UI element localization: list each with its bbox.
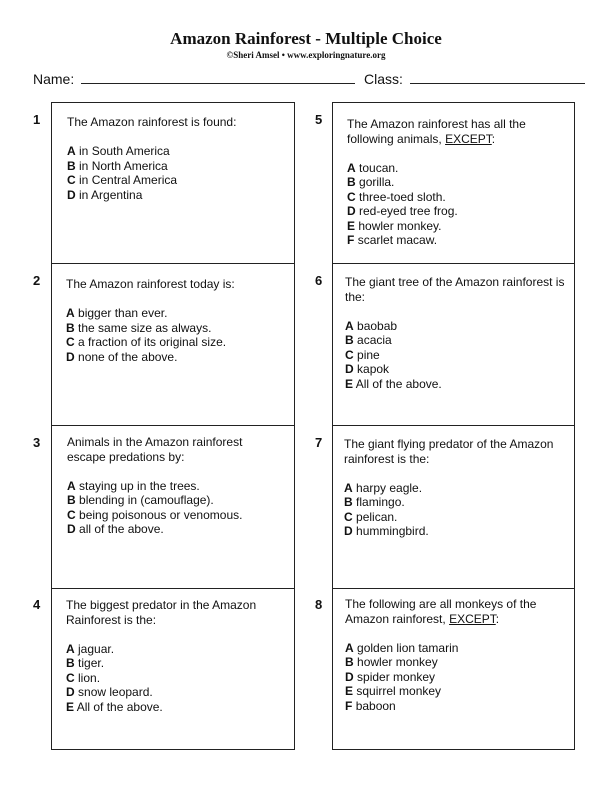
answer-option[interactable]: [345, 377, 567, 392]
answer-option[interactable]: [66, 321, 288, 336]
option-letter: C: [67, 507, 76, 522]
option-letter: D: [66, 349, 75, 364]
question-2: [66, 277, 288, 364]
option-letter: D: [345, 362, 354, 376]
answer-option[interactable]: [345, 655, 569, 670]
answer-option[interactable]: [345, 362, 567, 377]
option-letter: A: [66, 641, 75, 656]
question-stem: The biggest predator in the Amazon Rainforest is the:: [66, 598, 257, 627]
answer-option[interactable]: [345, 670, 569, 685]
question-stem: Animals in the Amazon rainforest escape predations by:: [67, 435, 243, 464]
question-stem: The giant tree of the Amazon rainforest is the:: [345, 275, 565, 304]
option-text: a fraction of its original size.: [78, 335, 227, 349]
answer-option[interactable]: [66, 685, 278, 700]
option-text: pelican.: [356, 509, 398, 524]
class-label: Class:: [364, 71, 403, 87]
option-text: baboon: [355, 698, 396, 713]
option-letter: F: [345, 698, 353, 713]
answer-option[interactable]: [347, 175, 547, 190]
option-text: howler monkey.: [358, 218, 442, 233]
option-text: bigger than ever.: [78, 306, 168, 320]
option-letter: A: [345, 318, 354, 333]
question-3: [67, 435, 267, 537]
option-letter: A: [347, 160, 356, 175]
answer-option[interactable]: [347, 204, 547, 219]
question-5: [347, 117, 547, 248]
option-text: lion.: [78, 670, 101, 685]
except-word: EXCEPT: [445, 131, 492, 146]
option-letter: B: [67, 158, 76, 173]
option-letter: B: [345, 333, 354, 347]
answer-option[interactable]: [66, 335, 288, 350]
question-6: [345, 275, 567, 391]
option-text: being poisonous or venomous.: [79, 507, 243, 522]
option-text: hummingbird.: [356, 524, 429, 538]
answer-option[interactable]: [66, 700, 278, 715]
answer-option[interactable]: [67, 144, 287, 159]
option-text: the same size as always.: [78, 320, 212, 335]
option-text: jaguar.: [78, 641, 115, 656]
question-8: [345, 597, 569, 713]
question-number: 3: [33, 435, 41, 450]
answer-option[interactable]: [345, 333, 567, 348]
option-text: all of the above.: [79, 522, 164, 536]
option-text: All of the above.: [355, 376, 442, 391]
option-text: All of the above.: [76, 699, 163, 714]
answer-option[interactable]: [347, 161, 547, 176]
answer-option[interactable]: [345, 319, 567, 334]
option-letter: B: [66, 320, 75, 335]
option-text: staying up in the trees.: [79, 478, 200, 493]
option-letter: E: [345, 684, 354, 698]
question-stem: The giant flying predator of the Amazon rainforest is the:: [344, 437, 554, 466]
option-letter: C: [344, 509, 353, 524]
name-label: Name:: [33, 71, 75, 87]
question-stem: The Amazon rainforest today is:: [66, 277, 235, 291]
option-letter: A: [67, 144, 76, 158]
option-letter: E: [345, 376, 354, 391]
question-number: 1: [33, 112, 41, 127]
option-text: blending in (camouflage).: [79, 493, 214, 507]
option-letter: D: [67, 187, 76, 202]
worksheet-title: Amazon Rainforest - Multiple Choice: [170, 29, 442, 48]
option-letter: A: [345, 640, 354, 655]
question-stem-text: The following are all monkeys of the Amazon rainforest,: [345, 597, 537, 626]
option-letter: D: [347, 204, 356, 218]
answer-option[interactable]: [66, 656, 278, 671]
option-text: kapok: [357, 362, 390, 376]
question-1: [67, 115, 287, 202]
option-text: tiger.: [78, 656, 105, 670]
class-field[interactable]: [410, 71, 585, 84]
answer-option[interactable]: [347, 190, 547, 205]
option-letter: A: [67, 478, 76, 493]
option-text: baobab: [357, 318, 398, 333]
question-4: [66, 598, 278, 714]
question-stem-text: The Amazon rainforest has all the following animals,: [347, 117, 526, 146]
option-letter: D: [67, 522, 76, 536]
answer-option[interactable]: [67, 522, 267, 537]
answer-option[interactable]: [344, 495, 568, 510]
answer-option[interactable]: [67, 508, 267, 523]
question-number: 6: [315, 273, 323, 288]
option-letter: D: [66, 685, 75, 699]
option-letter: C: [66, 670, 75, 685]
question-number: 7: [315, 435, 323, 450]
option-letter: B: [344, 495, 353, 509]
answer-option[interactable]: [344, 510, 568, 525]
option-letter: B: [67, 493, 76, 507]
option-letter: C: [67, 173, 76, 187]
answer-option[interactable]: [347, 219, 547, 234]
answer-option[interactable]: [345, 641, 569, 656]
answer-option[interactable]: [66, 306, 288, 321]
except-word: EXCEPT: [449, 611, 496, 626]
name-class-line: [33, 71, 578, 87]
question-stem: The Amazon rainforest is found:: [67, 115, 237, 129]
question-7: [344, 437, 568, 539]
answer-option[interactable]: [347, 233, 547, 248]
option-letter: E: [66, 699, 75, 714]
option-text: in South America: [79, 144, 170, 158]
answer-option[interactable]: [66, 671, 278, 686]
question-stem: The following are all monkeys of the Amazon rainforest, EXCEPT:: [345, 597, 537, 626]
option-letter: B: [66, 656, 75, 670]
question-number: 8: [315, 597, 323, 612]
option-text: howler monkey: [357, 655, 438, 669]
option-text: in Central America: [79, 173, 178, 187]
author-credit: ©Sheri Amsel • www.exploringnature.org: [226, 50, 386, 60]
answer-option[interactable]: [344, 481, 568, 496]
answer-option[interactable]: [67, 159, 287, 174]
question-number: 5: [315, 112, 323, 127]
option-text: pine: [357, 347, 380, 362]
option-letter: D: [345, 669, 354, 684]
option-text: scarlet macaw.: [357, 233, 438, 247]
option-letter: F: [347, 233, 355, 247]
option-text: in Argentina: [79, 187, 143, 202]
answer-option[interactable]: [66, 642, 278, 657]
question-number: 2: [33, 273, 41, 288]
answer-option[interactable]: [67, 479, 267, 494]
option-text: squirrel monkey: [356, 684, 442, 698]
option-letter: A: [66, 306, 75, 320]
option-letter: B: [347, 175, 356, 189]
answer-option[interactable]: [345, 699, 569, 714]
answer-option[interactable]: [67, 493, 267, 508]
option-text: red-eyed tree frog.: [359, 204, 458, 218]
option-text: none of the above.: [78, 349, 178, 364]
option-text: in North America: [79, 158, 168, 173]
option-letter: A: [344, 480, 353, 495]
option-text: snow leopard.: [78, 685, 153, 699]
option-text: golden lion tamarin: [357, 640, 459, 655]
option-letter: B: [345, 655, 354, 669]
option-letter: C: [347, 189, 356, 204]
question-stem: The Amazon rainforest has all the following animals, EXCEPT:: [347, 117, 526, 146]
option-letter: C: [66, 335, 75, 349]
option-letter: C: [345, 347, 354, 362]
option-text: spider monkey: [357, 669, 436, 684]
answer-option[interactable]: [345, 684, 569, 699]
option-text: acacia: [357, 333, 392, 347]
option-text: flamingo.: [356, 495, 405, 509]
answer-option[interactable]: [66, 350, 288, 365]
answer-option[interactable]: [345, 348, 567, 363]
option-text: three-toed sloth.: [359, 189, 446, 204]
option-letter: D: [344, 524, 353, 538]
option-text: toucan.: [359, 160, 399, 175]
question-number: 4: [33, 597, 41, 612]
answer-option[interactable]: [344, 524, 568, 539]
name-field[interactable]: [81, 71, 355, 84]
answer-option[interactable]: [67, 173, 287, 188]
option-letter: E: [347, 218, 356, 233]
answer-option[interactable]: [67, 188, 287, 203]
option-text: harpy eagle.: [356, 480, 423, 495]
option-text: gorilla.: [359, 175, 395, 189]
